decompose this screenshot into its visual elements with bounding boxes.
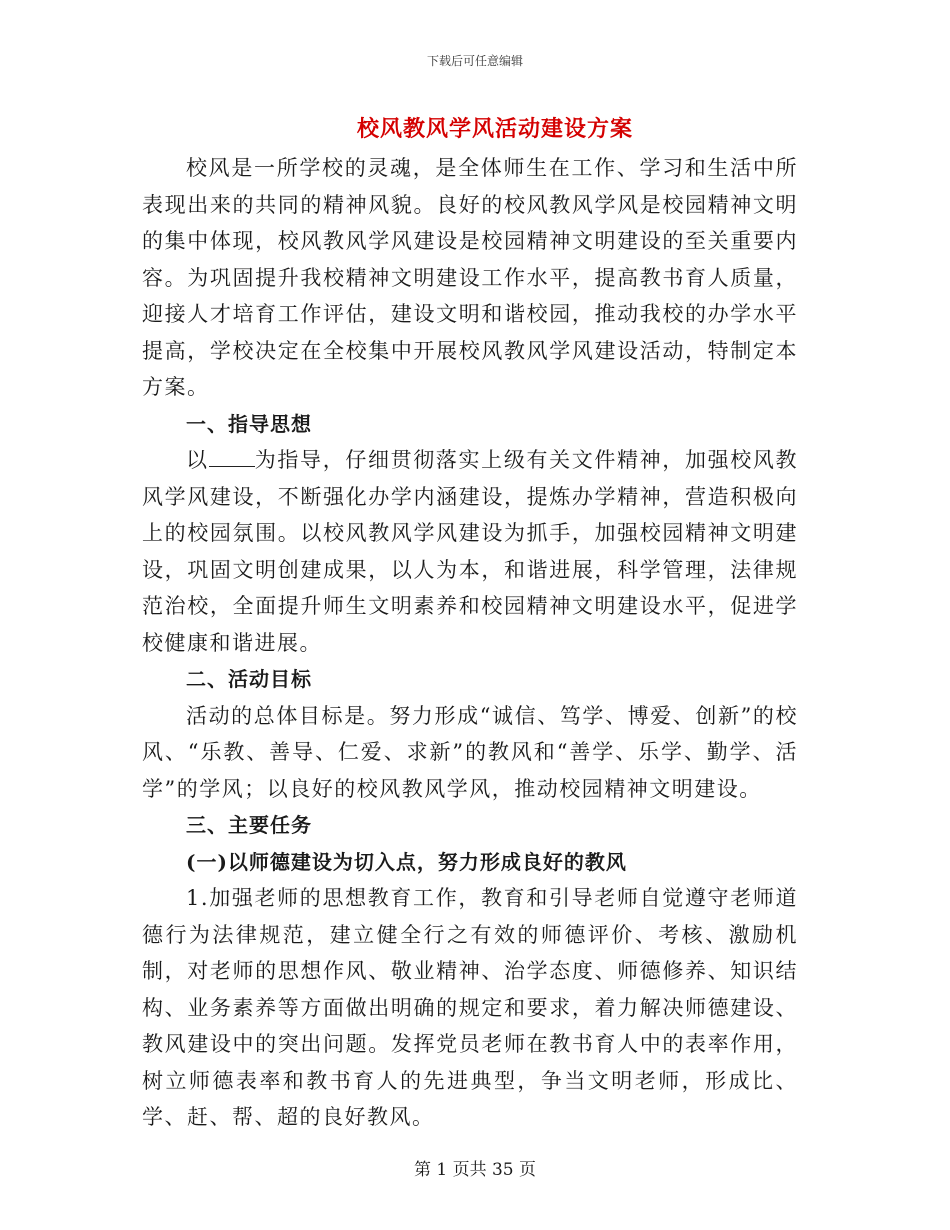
page-footer: 第 1 页共 35 页 bbox=[413, 1160, 537, 1180]
section-heading-main-tasks: 三、主要任务 bbox=[186, 813, 312, 837]
guiding-ideology-paragraph bbox=[142, 442, 798, 661]
document-title: 校风教风学风活动建设方案 bbox=[356, 116, 633, 142]
section-heading-guiding-ideology: 一、指导思想 bbox=[186, 411, 312, 436]
guiding-ideology-text: 为指导，仔细贯彻落实上级有关文件精神，加强校风教风学风建设，不断强化办学内涵建设，提炼办学精神，营造积极向上的校园氛围。以校风教风学风建设为抓手，加强校园精神文明建设，巩固文明创建成果，以人为本，和谐进展，科学管理，法律规范治校，全面提升师生文明素养和校园精神文明建设水平，促进学校健康和谐进展。 bbox=[142, 448, 798, 655]
activity-goals-paragraph: 活动的总体目标是。努力形成“诚信、笃学、博爱、创新”的校风、“乐教、善导、仁爱、求新”的教风和“善学、乐学、勤学、活学”的学风；以良好的校风教风学风，推动校园精神文明建设。 bbox=[142, 703, 798, 801]
task-item-1-paragraph: 1.加强老师的思想教育工作，教育和引导老师自觉遵守老师道德行为法律规范，建立健全行之有效的师德评价、考核、激励机制，对老师的思想作风、敬业精神、治学态度、师德修养、知识结构、业务素养等方面做出明确的规定和要求，着力解决师德建设、教风建设中的突出问题。发挥党员老师在教书育人中的表率作用，树立师德表率和教书育人的先进典型，争当文明老师，形成比、学、赶、帮、超的良好教风。 bbox=[142, 886, 798, 1129]
guiding-ideology-prefix: 以 bbox=[186, 448, 209, 472]
section-heading-activity-goals: 二、活动目标 bbox=[186, 667, 312, 691]
subheading-teacher-ethics: (一)以师德建设为切入点，努力形成良好的教风 bbox=[186, 849, 627, 874]
header-note: 下载后可任意编辑 bbox=[426, 54, 523, 68]
fill-in-blank bbox=[209, 446, 255, 467]
document-body bbox=[142, 150, 798, 1136]
intro-paragraph: 校风是一所学校的灵魂，是全体师生在工作、学习和生活中所表现出来的共同的精神风貌。良好的校风教风学风是校园精神文明的集中体现，校风教风学风建设是校园精神文明建设的至关重要内容。为巩固提升我校精神文明建设工作水平，提高教书育人质量，迎接人才培育工作评估，建设文明和谐校园，推动我校的办学水平提高，学校决定在全校集中开展校风教风学风建设活动，特制定本方案。 bbox=[142, 156, 798, 399]
